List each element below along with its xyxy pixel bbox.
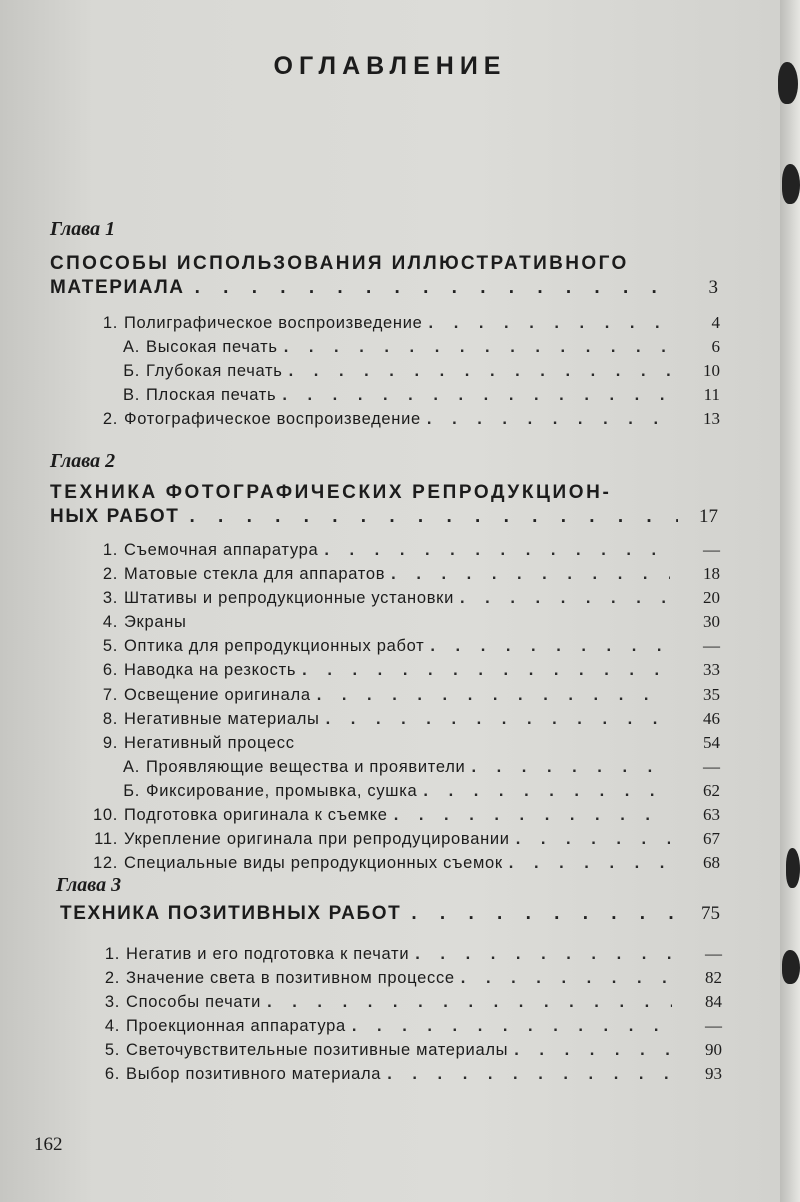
entry-title: Глубокая печать xyxy=(146,362,283,381)
entry-number: Б. xyxy=(123,781,140,800)
toc-entry[interactable] xyxy=(50,781,720,805)
entry-page: — xyxy=(705,944,722,963)
entry-title: Плоская печать xyxy=(146,386,277,405)
toc-entry[interactable] xyxy=(50,805,720,829)
entry-number: 6. xyxy=(102,661,118,680)
toc-entry[interactable] xyxy=(50,409,720,433)
entry-number: В. xyxy=(123,386,140,405)
chapter-title xyxy=(50,481,718,529)
toc-list xyxy=(50,313,720,433)
dot-leader xyxy=(510,830,670,849)
toc-entry[interactable] xyxy=(50,685,720,709)
entry-page: 63 xyxy=(703,805,720,825)
dot-leader xyxy=(388,806,670,825)
entry-page: — xyxy=(703,756,720,776)
entry-page: 90 xyxy=(705,1040,722,1060)
toc-entry[interactable] xyxy=(52,992,722,1016)
dot-leader xyxy=(296,661,670,680)
entry-title: Высокая печать xyxy=(146,338,278,357)
entry-title: Фиксирование, промывка, сушка xyxy=(146,781,418,800)
entry-title: Значение света в позитивном процессе xyxy=(126,969,455,988)
chapter-label: Глава 1 xyxy=(50,218,116,240)
entry-number: 4. xyxy=(104,1017,120,1036)
entry-number: 1. xyxy=(102,541,118,559)
dot-leader xyxy=(283,362,670,381)
entry-number: 8. xyxy=(102,709,118,728)
dot-leader xyxy=(261,993,672,1012)
entry-number: 1. xyxy=(104,945,120,963)
entry-title: Укрепление оригинала при репродуцировании xyxy=(124,830,510,849)
entry-page: 13 xyxy=(703,409,720,429)
chapter-label: Глава 3 xyxy=(56,874,122,896)
dot-leader xyxy=(381,1065,672,1084)
toc-entry[interactable] xyxy=(50,660,720,684)
entry-title: Оптика для репродукционных работ xyxy=(124,637,425,656)
entry-title: Подготовка оригинала к съемке xyxy=(124,806,388,825)
entry-page: 84 xyxy=(705,992,722,1012)
toc-entry[interactable] xyxy=(50,853,720,877)
entry-page: 93 xyxy=(705,1064,722,1084)
dot-leader xyxy=(401,902,680,926)
entry-number: 12. xyxy=(92,854,118,873)
toc-entry[interactable] xyxy=(50,588,720,612)
entry-number: 3. xyxy=(102,589,118,608)
entry-number: 2. xyxy=(102,410,118,429)
toc-entry[interactable] xyxy=(50,733,720,757)
entry-title: Полиграфическое воспроизведение xyxy=(124,314,423,332)
chapter-title xyxy=(60,902,720,926)
entry-page: 6 xyxy=(711,337,720,357)
entry-page: 35 xyxy=(703,684,720,704)
entry-title: Проекционная аппаратура xyxy=(126,1017,346,1036)
dot-leader xyxy=(179,505,678,529)
dot-leader xyxy=(385,565,670,584)
toc-entry[interactable] xyxy=(50,612,720,636)
entry-title: Проявляющие вещества и проявители xyxy=(146,757,466,776)
entry-page: — xyxy=(703,540,720,559)
entry-page: 30 xyxy=(703,612,720,632)
chapter-page-number: 17 xyxy=(699,506,718,527)
ink-blot xyxy=(786,848,800,888)
dot-leader xyxy=(318,541,670,560)
chapter-title-line: СПОСОБЫ ИСПОЛЬЗОВАНИЯ ИЛЛЮСТРАТИВНОГО xyxy=(50,253,629,274)
entry-page: 10 xyxy=(703,361,720,381)
entry-number: 1. xyxy=(102,314,118,332)
chapter-title-line: МАТЕРИАЛА xyxy=(50,277,185,298)
entry-title: Съемочная аппаратура xyxy=(124,541,319,559)
page-number: 162 xyxy=(34,1134,63,1155)
entry-title: Матовые стекла для аппаратов xyxy=(124,565,386,584)
entry-number: 6. xyxy=(104,1065,120,1084)
dot-leader xyxy=(417,782,670,801)
entry-title: Негативный процесс xyxy=(124,733,295,752)
toc-entry[interactable] xyxy=(50,337,720,361)
toc-list xyxy=(50,540,720,877)
ink-blot xyxy=(778,62,798,104)
dot-leader xyxy=(454,589,670,608)
toc-entry[interactable] xyxy=(50,385,720,409)
entry-title: Негатив и его подготовка к печати xyxy=(126,945,410,963)
entry-number: Б. xyxy=(123,362,140,381)
dot-leader xyxy=(424,637,670,656)
toc-list xyxy=(52,944,722,1089)
entry-number: 10. xyxy=(92,806,118,825)
toc-entry[interactable] xyxy=(50,636,720,660)
entry-title: Фотографическое воспроизведение xyxy=(124,410,421,429)
entry-title: Светочувствительные позитивные материалы xyxy=(126,1041,509,1060)
chapter-page-number: 3 xyxy=(708,277,718,298)
chapter-label: Глава 2 xyxy=(50,450,116,472)
dot-leader xyxy=(421,410,670,429)
entry-page: 11 xyxy=(703,385,720,405)
entry-page: 33 xyxy=(703,660,720,680)
entry-page: 68 xyxy=(703,853,720,873)
chapter-page-number: 75 xyxy=(701,903,720,924)
dot-leader xyxy=(423,314,670,333)
entry-page: — xyxy=(705,1016,722,1036)
entry-title: Способы печати xyxy=(126,993,262,1012)
entry-number: 11. xyxy=(94,830,118,849)
dot-leader xyxy=(311,686,670,705)
toc-entry[interactable] xyxy=(50,564,720,588)
toc-entry[interactable] xyxy=(52,1064,722,1088)
ink-blot xyxy=(782,950,800,984)
toc-entry[interactable] xyxy=(50,540,720,564)
entry-number: 7. xyxy=(102,685,118,704)
dot-leader xyxy=(508,1041,672,1060)
toc-entry[interactable] xyxy=(50,709,720,733)
entry-page: 67 xyxy=(703,829,720,849)
dot-leader xyxy=(278,338,670,357)
entry-title: Наводка на резкость xyxy=(124,661,297,680)
dot-leader xyxy=(455,969,672,988)
entry-page: 54 xyxy=(703,732,720,752)
entry-number: А. xyxy=(123,757,140,776)
entry-title: Выбор позитивного материала xyxy=(126,1065,382,1084)
toc-entry[interactable] xyxy=(52,1016,722,1040)
entry-page: 18 xyxy=(703,564,720,584)
ink-blot xyxy=(782,164,800,204)
dot-leader xyxy=(346,1017,672,1036)
entry-title: Специальные виды репродукционных съемок xyxy=(124,854,503,873)
toc-entry[interactable] xyxy=(50,313,720,337)
dot-leader xyxy=(276,386,670,405)
entry-number: 9. xyxy=(102,733,118,752)
entry-title: Негативные материалы xyxy=(124,709,320,728)
dot-leader xyxy=(503,854,670,873)
chapter-title-line: ТЕХНИКА ФОТОГРАФИЧЕСКИХ РЕПРОДУКЦИОН- xyxy=(50,482,612,503)
chapter-title xyxy=(50,252,718,300)
entry-title: Штативы и репродукционные установки xyxy=(124,589,455,608)
entry-number: 4. xyxy=(102,613,118,632)
dot-leader xyxy=(185,276,678,300)
entry-page: 4 xyxy=(711,313,720,332)
dot-leader xyxy=(409,945,672,964)
toc-entry[interactable] xyxy=(52,1040,722,1064)
entry-page: 46 xyxy=(703,708,720,728)
toc-entry[interactable] xyxy=(52,968,722,992)
entry-number: 2. xyxy=(102,565,118,584)
chapter-title-line: ТЕХНИКА ПОЗИТИВНЫХ РАБОТ xyxy=(60,903,402,924)
entry-number: А. xyxy=(123,338,140,357)
dot-leader xyxy=(465,758,670,777)
entry-page: — xyxy=(703,636,720,656)
toc-entry[interactable] xyxy=(52,944,722,968)
entry-number: 3. xyxy=(104,993,120,1012)
toc-entry[interactable] xyxy=(50,829,720,853)
entry-number: 5. xyxy=(102,637,118,656)
entry-title: Экраны xyxy=(124,613,187,632)
toc-entry[interactable] xyxy=(50,361,720,385)
entry-page: 62 xyxy=(703,780,720,800)
entry-page: 82 xyxy=(705,968,722,988)
dot-leader xyxy=(320,710,670,729)
entry-page: 20 xyxy=(703,588,720,608)
toc-entry[interactable] xyxy=(50,757,720,781)
chapter-title-line: НЫХ РАБОТ xyxy=(50,506,180,527)
entry-number: 2. xyxy=(104,969,120,988)
table-of-contents-heading: ОГЛАВЛЕНИЕ xyxy=(273,52,507,80)
entry-title: Освещение оригинала xyxy=(124,685,311,704)
entry-number: 5. xyxy=(104,1041,120,1060)
